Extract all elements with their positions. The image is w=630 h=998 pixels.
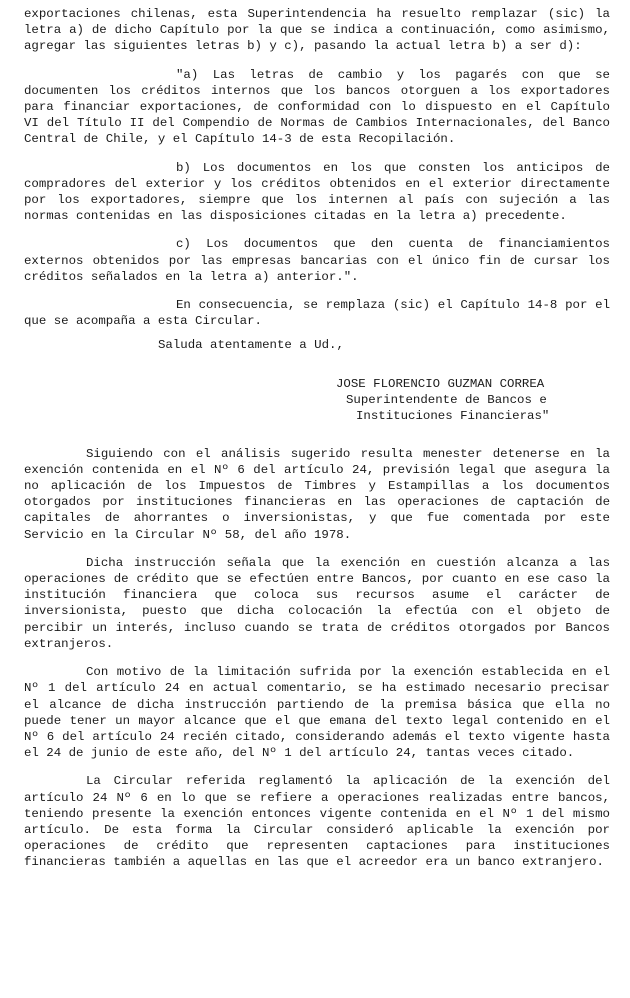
signatory-title-line-1: Superintendente de Bancos e (346, 392, 547, 407)
body-paragraph-3: Con motivo de la limitación sufrida por la exención establecida en el Nº 1 del artículo 24 en actual comentario, se ha estimado necesario precisar el alcance de dicha instrucción partiendo de la premisa básica que ella no puede tener un mayor alcance que el que emana del texto legal contenido en el Nº 6 del artículo 24 recién citado, considerando además el texto vigente hasta el 24 de junio de este año, del Nº 1 del artículo 24, tantas veces citado. (24, 665, 610, 761)
consecuencia-paragraph: En consecuencia, se remplaza (sic) el Capítulo 14-8 por el que se acompaña a esta Circular. (24, 298, 610, 329)
quote-letter-a: "a) Las letras de cambio y los pagarés con que se documenten los créditos internos que los bancos otorguen a los exportadores para financiar exportaciones, de conformidad con lo dispuesto en el Capítulo VI del Título II del Compendio de Normas de Cambios Internacionales, del Banco Central de Chile, y el Capítulo 14-3 de esta Recopilación. (24, 67, 610, 147)
quote-letter-b: b) Los documentos en los que consten los anticipos de compradores del exterior y los créditos obtenidos en el exterior directamente por los exportadores, siempre que los internen al país con sujeción a las normas contenidas en las disposiciones citadas en la letra a) precedente. (24, 160, 610, 224)
signature-block (336, 376, 610, 424)
closing-salutation: Saluda atentamente a Ud., (158, 338, 344, 353)
body-paragraph-2: Dicha instrucción señala que la exención en cuestión alcanza a las operaciones de crédito que se efectúen entre Bancos, por cuanto en ese caso la institución financiera que coloca sus recursos asume el carácter de inversionista, puesto que dicha colocación la efectúa con el objeto de percibir un interés, incluso cuando se trata de créditos otorgados por Bancos extranjeros. (24, 555, 610, 651)
signatory-name: JOSE FLORENCIO GUZMAN CORREA (336, 376, 545, 391)
quote-letter-c: c) Los documentos que den cuenta de financiamientos externos obtenidos por las empresas bancarias con el único fin de cursar los créditos señalados en la letra a) anterior.". (24, 237, 610, 284)
document-page (24, 6, 610, 871)
intro-paragraph: exportaciones chilenas, esta Superintendencia ha resuelto remplazar (sic) la letra a) de dicho Capítulo por la que se indica a continuación, como asimismo, agregar las siguientes letras b) y c), pasando la actual letra b) a ser d): (24, 7, 610, 54)
signatory-title-line-2: Instituciones Financieras" (356, 408, 550, 423)
body-paragraph-4: La Circular referida reglamentó la aplicación de la exención del artículo 24 Nº 6 en lo que se refiere a operaciones realizadas entre bancos, teniendo presente la exención entonces vigente contenida en el Nº 1 del mismo artículo. De esta forma la Circular consideró aplicable la exención por operaciones de crédito que representen captaciones para instituciones financieras también a aquellas en las que el acreedor era un banco extranjero. (24, 774, 610, 870)
body-paragraph-1: Siguiendo con el análisis sugerido resulta menester detenerse en la exención contenida en el Nº 6 del artículo 24, previsión legal que asegura la no aplicación de los Impuestos de Timbres y Estampillas a los documentos otorgados por instituciones financieras en las operaciones de captación de capitales de ahorrantes o inversionistas, y que fue comentada por este Servicio en la Circular Nº 58, del año 1978. (24, 446, 610, 542)
